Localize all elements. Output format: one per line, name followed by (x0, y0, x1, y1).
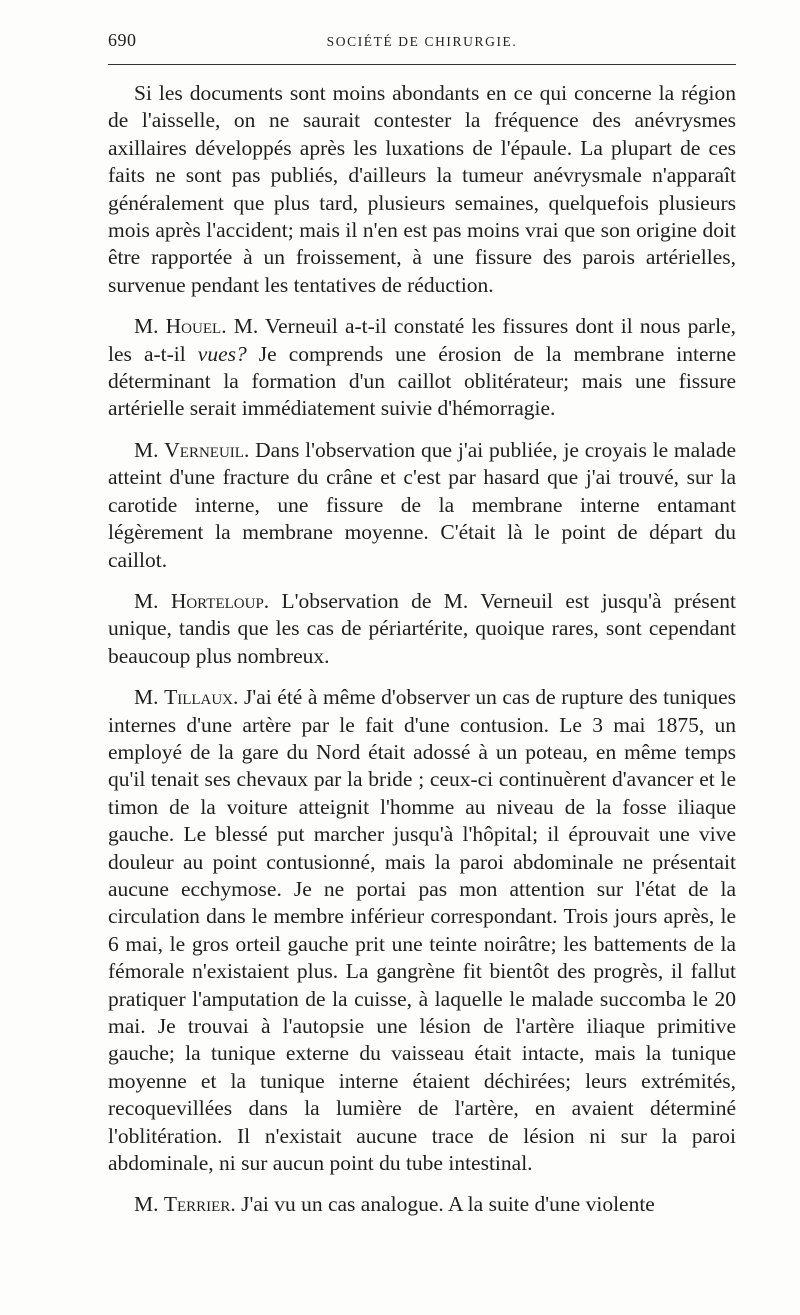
speaker-name: Horteloup (170, 588, 264, 613)
speaker-prefix: M. (134, 437, 165, 462)
paragraph-text: Je comprends une érosion de la membrane interne déterminant la formation d'un caillot oblitérateur; mais une fissure artérielle serait immédiatement suivie d'hémorragie. (108, 341, 736, 421)
paragraph-houel (108, 313, 736, 423)
speaker-prefix: M. (134, 314, 166, 339)
speaker-name: Terrier (163, 1192, 231, 1217)
speaker-name: Verneuil (164, 437, 244, 462)
paragraph-horteloup (108, 588, 736, 670)
paragraph-text: . J'ai vu un cas analogue. A la suite d'une violente (230, 1192, 655, 1217)
italic-emphasis: vues? (197, 341, 247, 366)
paragraph-text: . Dans l'observation que j'ai publiée, je croyais le malade atteint d'une fracture du crâne et c'est par hasard que j'ai trouvé, sur la carotide interne, une fissure de la membrane interne entamant légèrement la membrane moyenne. C'était là le point de départ du caillot. (108, 437, 736, 572)
paragraph-terrier (108, 1191, 736, 1218)
speaker-prefix: M. (134, 1192, 164, 1217)
paragraph-aisselle (108, 80, 736, 299)
speaker-name: Tillaux (164, 685, 234, 710)
paragraph-text: . J'ai été à même d'observer un cas de rupture des tuniques internes d'une artère par le fait d'une contusion. Le 3 mai 1875, un employé de la gare du Nord était adossé à un poteau, en même temps qu'il tenait ses chevaux par la bride ; ceux-ci continuèrent d'avancer et le timon de la voiture atteignit l'homme au niveau de la fosse iliaque gauche. Le blessé put marcher jusqu'à l'hôpital; il éprouvait une vive douleur au point contusionné, mais la paroi abdominale ne présentait aucune ecchymose. Je ne portai pas mon attention sur l'état de la circulation dans le membre inférieur correspondant. Trois jours après, le 6 mai, le gros orteil gauche prit une teinte noirâtre; les battements de la fémorale n'existaient plus. La gangrène fit bientôt des progrès, il fallut pratiquer l'amputation de la cuisse, à laquelle le malade succomba le 20 mai. Je trouvai à l'autopsie une lésion de l'artère iliaque primitive gauche; la tunique externe du vaisseau était intacte, mais la tunique moyenne et la tunique interne étaient déchirées; leurs extrémités, recoquevillées dans la lumière de l'artère, en avaient déterminé l'oblitération. Il n'existait aucune trace de lésion ni sur la paroi abdominale, ni sur aucun point du tube intestinal. (108, 685, 736, 1176)
page-number: 690 (108, 30, 137, 50)
body-text (108, 80, 736, 1219)
speaker-name: Houel (165, 314, 222, 339)
paragraph-tillaux (108, 684, 736, 1177)
speaker-prefix: M. (134, 685, 165, 710)
page-header (108, 30, 736, 58)
paragraph-verneuil (108, 437, 736, 574)
paragraph-text: Si les documents sont moins abondants en ce qui concerne la région de l'aisselle, on ne saurait contester la fréquence des anévrysmes axillaires développés après les luxations de l'épaule. La plupart de ces faits ne sont pas publiés, d'ailleurs la tumeur anévrysmale n'apparaît généralement que plus tard, plusieurs semaines, quelquefois plusieurs mois après l'accident; mais il n'en est pas moins vrai que son origine doit être rapportée à un froissement, à une fissure des parois artérielles, survenue pendant les tentatives de réduction. (108, 81, 736, 297)
running-head: SOCIÉTÉ DE CHIRURGIE. (326, 34, 518, 49)
paragraph-text: . L'observation de M. Verneuil est jusqu'à présent unique, tandis que les cas de périartérite, quoique rares, sont cependant beaucoup plus nombreux. (108, 588, 736, 668)
header-rule (108, 64, 736, 65)
paragraph-text: . M. Verneuil a-t-il constaté les fissures dont il nous parle, les a-t-il (108, 314, 736, 366)
speaker-prefix: M. (134, 588, 171, 613)
